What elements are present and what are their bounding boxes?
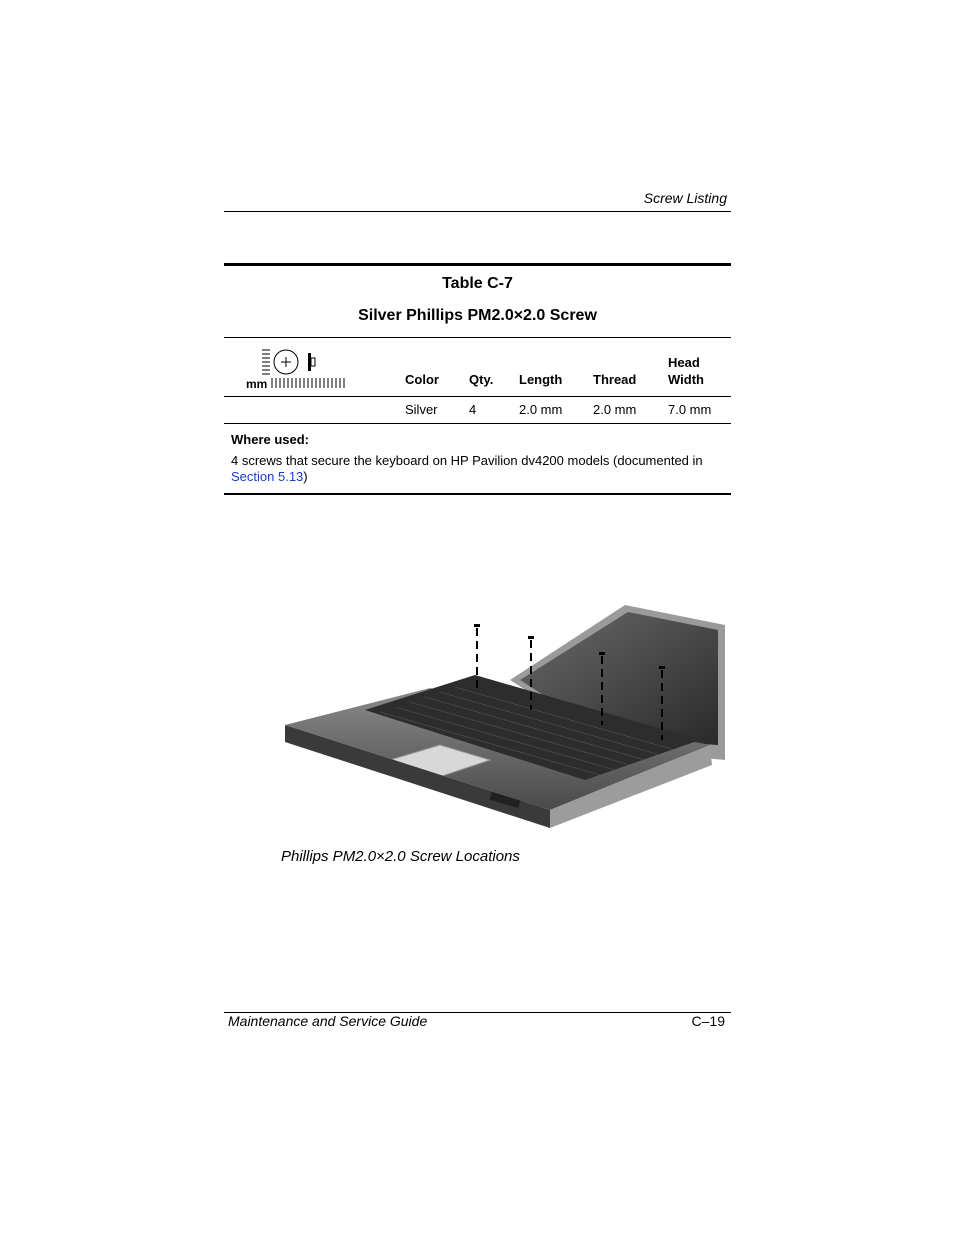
- screw-table: [224, 263, 731, 495]
- col-header-length: Length: [519, 372, 563, 387]
- table-header-row: [224, 338, 731, 396]
- col-header-head-width-line2: Width: [668, 372, 704, 387]
- screw-marker-icon: [474, 624, 480, 627]
- screw-marker-icon: [599, 652, 605, 655]
- unit-label: mm: [246, 377, 268, 391]
- col-header-qty: Qty.: [469, 372, 494, 387]
- where-used-text: [231, 453, 724, 485]
- page-number: C–19: [691, 1013, 725, 1029]
- where-used: [224, 424, 731, 485]
- cell-qty: 4: [469, 402, 477, 417]
- cell-thread: 2.0 mm: [593, 402, 637, 417]
- screw-scale-icon: [244, 346, 354, 392]
- table-top-rule: [224, 263, 731, 266]
- table-bottom-rule: [224, 493, 731, 495]
- table-subtitle: Silver Phillips PM2.0×2.0 Screw: [358, 307, 597, 324]
- cell-head-width: 7.0 mm: [668, 402, 712, 417]
- col-header-head-width: [668, 354, 704, 388]
- cell-color: Silver: [405, 402, 438, 417]
- where-used-label: Where used:: [231, 432, 310, 447]
- figure-caption: Phillips PM2.0×2.0 Screw Locations: [281, 848, 520, 865]
- running-head: Screw Listing: [643, 190, 727, 206]
- col-header-head-width-line1: Head: [668, 355, 700, 370]
- header-rule: [224, 211, 731, 212]
- footer-title: Maintenance and Service Guide: [228, 1013, 428, 1029]
- section-link[interactable]: Section 5.13: [231, 469, 304, 484]
- laptop-illustration: [280, 600, 730, 835]
- where-used-text-after: ): [303, 469, 308, 484]
- cell-length: 2.0 mm: [519, 402, 563, 417]
- col-header-color: Color: [405, 372, 439, 387]
- screw-marker-icon: [528, 636, 534, 639]
- where-used-text-before: 4 screws that secure the keyboard on HP Pavilion dv4200 models (documented in: [231, 453, 703, 468]
- col-header-thread: Thread: [593, 372, 637, 387]
- table-row: [224, 397, 731, 423]
- screw-marker-icon: [659, 666, 665, 669]
- table-title: Table C-7: [442, 275, 513, 292]
